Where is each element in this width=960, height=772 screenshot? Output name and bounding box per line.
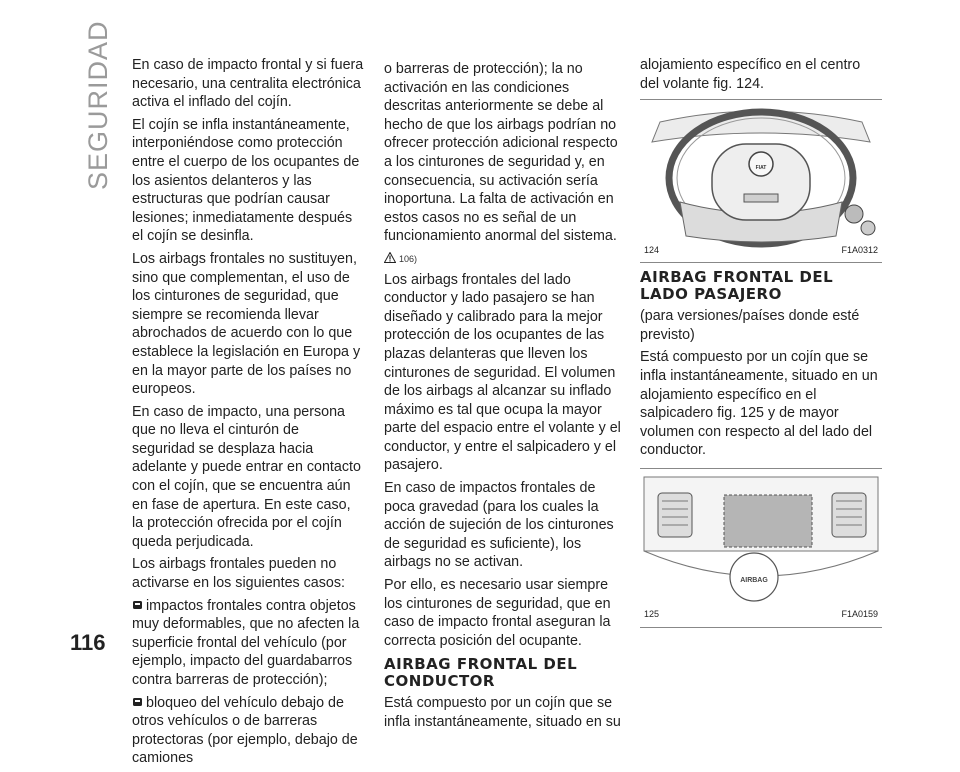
paragraph: Los airbags frontales del lado conductor y lado pasajero se han diseñado y calibrado para la mejor protección de los ocupantes de las plazas delanteras que lleven los cinturones de seguridad. El volumen de los airbags al alcanzar su inflado máximo es tal que ocupa la mayor parte del espacio entre el volante y el conductor, y entre el salpicadero y el pasajero.	[384, 271, 621, 474]
paragraph: En caso de impacto frontal y si fuera necesario, una centralita electrónica activa el inflado del cojín.	[132, 57, 364, 111]
section-heading: AIRBAG FRONTAL DEL CONDUCTOR	[384, 655, 578, 691]
list-item-text: bloqueo del vehículo debajo de otros vehículos o de barreras protectoras (por ejemplo, debajo de camiones	[132, 694, 358, 767]
list-item	[132, 597, 364, 690]
paragraph: El cojín se infla instantáneamente, interponiéndose como protección entre el cuerpo de los ocupantes de los asientos delanteros y las estructuras que podrían causar lesiones; inmediatamente después el cojín se desinfla.	[132, 116, 360, 245]
column-2	[384, 60, 622, 736]
column-1	[132, 56, 364, 772]
fiat-logo: FIAT	[755, 165, 767, 172]
car-bullet-icon	[132, 697, 144, 708]
car-bullet-icon	[132, 600, 144, 611]
figure-number: 125	[644, 609, 660, 620]
list-item-text: impactos frontales contra objetos muy deformables, que no afecten la superficie frontal del vehículo (por ejemplo, impacto del guardabarros contra barreras de protección);	[132, 597, 360, 688]
paragraph: Está compuesto por un cojín que se infla instantáneamente, situado en un alojamiento específico en el salpicadero fig. 125 y de mayor volumen con respecto al del lado del conductor.	[640, 349, 878, 459]
warning-ref-text: 106)	[399, 253, 418, 264]
paragraph: En caso de impactos frontales de poca gravedad (para los cuales la acción de sujeción de los cinturones de seguridad es suficiente), los airbags no se activan.	[384, 480, 614, 571]
figure-code: F1A0159	[841, 609, 878, 620]
dashboard-illustration	[640, 471, 882, 613]
paragraph: Por ello, es necesario usar siempre los cinturones de seguridad, que en caso de impacto frontal aseguran la correcta posición del ocupante.	[384, 577, 611, 649]
column-3	[640, 56, 882, 634]
figure-number: 124	[644, 244, 660, 255]
section-title: SEGURIDAD	[83, 20, 113, 190]
paragraph: En caso de impacto, una persona que no lleva el cinturón de seguridad se desplaza hacia adelante y puede entrar en contacto con el cojín, que se encuentra aún en fase de apertura. En este caso, la protección ofrecida por el cojín queda perjudicada.	[132, 403, 361, 550]
section-tab	[82, 20, 114, 190]
paragraph: o barreras de protección); la no activación en las condiciones descritas anteriormente se debe al hecho de que los airbags podrían no ofrecer protección adicional respecto a los cinturones de seguridad y, en consecuencia, su activación sería inoportuna. La falta de activación en estos casos no es señal de un funcionamiento anormal del sistema.	[384, 61, 618, 245]
list-item	[132, 694, 364, 768]
airbag-label: AIRBAG	[740, 576, 768, 584]
figure-code: F1A0312	[841, 244, 878, 255]
paragraph: Los airbags frontales pueden no activarse en los siguientes casos:	[132, 556, 345, 592]
figure-dashboard	[640, 468, 882, 628]
paragraph: Los airbags frontales no sustituyen, sino que complementan, el uso de los cinturones de seguridad, que siempre se recomienda llevar abrochados de acuerdo con lo que establece la legislación en Europa y en la mayor parte de los países no europeos.	[132, 250, 361, 398]
warning-triangle-icon	[384, 252, 396, 263]
paragraph: Está compuesto por un cojín que se infla instantáneamente, situado en su	[384, 695, 621, 730]
figure-steering-wheel	[640, 99, 882, 263]
paragraph: (para versiones/países donde esté previsto)	[640, 308, 860, 343]
paragraph: alojamiento específico en el centro del volante fig. 124.	[640, 57, 861, 92]
warning-reference	[384, 250, 622, 269]
section-heading: AIRBAG FRONTAL DEL LADO PASAJERO	[640, 268, 834, 304]
page-number: 116	[70, 630, 106, 655]
